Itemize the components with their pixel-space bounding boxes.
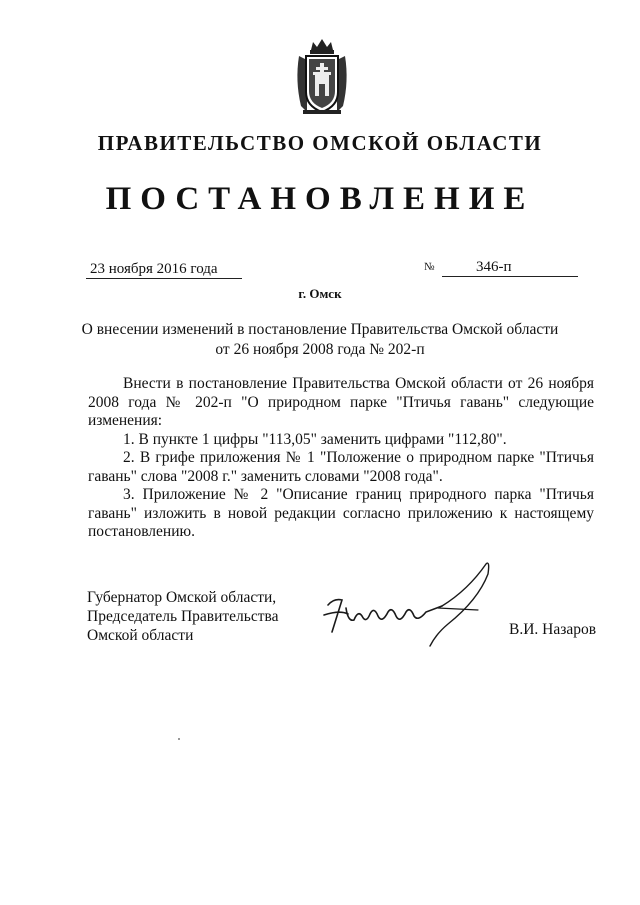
position-line-2: Председатель Правительства bbox=[87, 608, 279, 625]
document-type-title: ПОСТАНОВЛЕНИЕ bbox=[105, 181, 535, 217]
document-number-field bbox=[424, 258, 578, 276]
subject-line-1: О внесении изменений в постановление Правительства Омской области bbox=[81, 321, 559, 338]
document-number: 346-п bbox=[476, 259, 512, 275]
number-underline bbox=[442, 276, 578, 277]
body-paragraph-3: 3. Приложение № 2 "Описание границ природного парка "Птичья гавань" изложить в новой редакции согласно приложению к настоящему постановлению. bbox=[88, 486, 594, 540]
handwritten-signature-icon bbox=[318, 560, 498, 650]
body-paragraph-intro: Внести в постановление Правительства Омской области от 26 ноября 2008 года № 202-п "О природном парке "Птичья гавань" следующие изменения: bbox=[88, 375, 594, 429]
scan-speck bbox=[178, 738, 180, 740]
body-paragraph-1: 1. В пункте 1 цифры "113,05" заменить цифрами "112,80". bbox=[123, 430, 507, 448]
signatory-name: В.И. Назаров bbox=[509, 621, 597, 638]
position-line-3: Омской области bbox=[87, 627, 194, 644]
number-sign: № bbox=[424, 261, 435, 273]
government-title: ПРАВИТЕЛЬСТВО ОМСКОЙ ОБЛАСТИ bbox=[97, 131, 543, 155]
subject-line-2: от 26 ноября 2008 года № 202-п bbox=[215, 341, 425, 358]
body-paragraph-2: 2. В грифе приложения № 1 "Положение о природном парке "Птичья гавань" слова "2008 г." заменить словами "2008 года". bbox=[88, 449, 594, 485]
position-line-1: Губернатор Омской области, bbox=[87, 589, 277, 606]
signatory-position bbox=[87, 588, 279, 645]
document-city: г. Омск bbox=[298, 286, 342, 301]
omsk-coat-of-arms-icon bbox=[293, 36, 351, 116]
document-date: 23 ноября 2016 года bbox=[86, 260, 242, 279]
document-body bbox=[88, 375, 594, 542]
document-subject bbox=[80, 320, 560, 360]
